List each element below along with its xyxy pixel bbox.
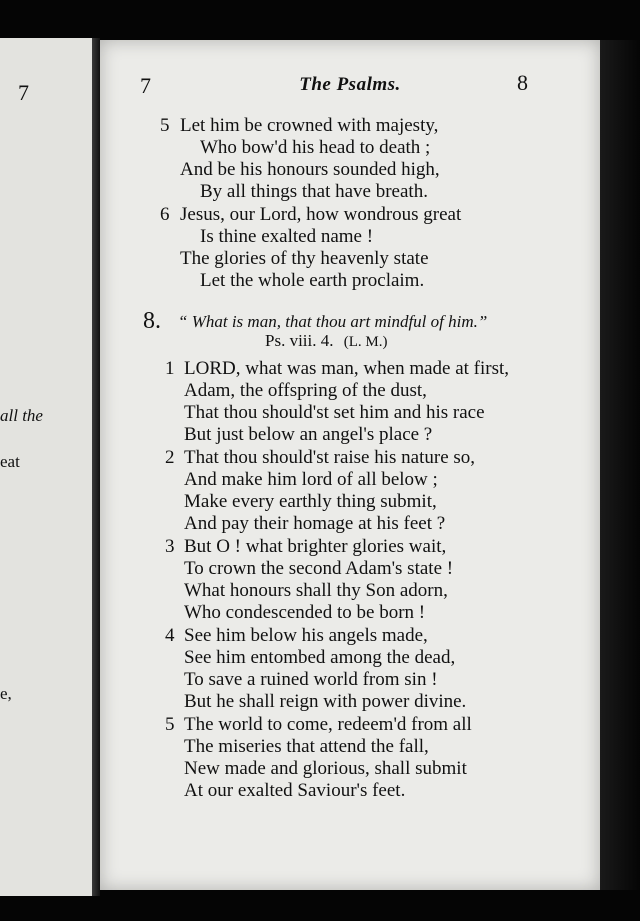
running-head-title: The Psalms.	[299, 74, 401, 95]
verse-line: Who condescended to be born !	[184, 602, 426, 623]
verse-number: 6	[160, 204, 170, 225]
scripture-reference: Ps. viii. 4.	[265, 331, 334, 350]
verse-line: By all things that have breath.	[200, 181, 428, 202]
verse-line: The miseries that attend the fall,	[184, 736, 429, 757]
verse-line: That thou should'st raise his nature so,	[184, 447, 476, 468]
verse-line: LORD, what was man, when made at first,	[184, 358, 510, 379]
verse-line: To save a ruined world from sin !	[184, 669, 438, 690]
verse-line: To crown the second Adam's state !	[184, 558, 454, 579]
verse-number: 4	[165, 625, 175, 646]
verse-number: 5	[165, 714, 175, 735]
page-number: 8	[517, 70, 528, 95]
verse-line: Is thine exalted name !	[200, 226, 374, 247]
book-edge	[600, 40, 640, 890]
hymn-epigraph: “ What is man, that thou art mindful of him.”	[178, 312, 488, 331]
verse-line: But he shall reign with power divine.	[184, 691, 467, 712]
verse-line: Let the whole earth proclaim.	[200, 270, 425, 291]
verse-line: See him entombed among the dead,	[184, 647, 456, 668]
verse-line: And make him lord of all below ;	[184, 469, 438, 490]
hymn-reference	[265, 331, 388, 351]
verse-line: Make every earthly thing submit,	[184, 491, 437, 512]
previous-page	[0, 38, 94, 896]
verse-number: 3	[165, 536, 175, 557]
verse-line: And pay their homage at his feet ?	[184, 513, 446, 534]
previous-page-number: 7	[18, 80, 29, 105]
verse-line: Jesus, our Lord, how wondrous great	[180, 204, 462, 225]
verse-line: What honours shall thy Son adorn,	[184, 580, 448, 601]
verse-line: New made and glorious, shall submit	[184, 758, 467, 779]
hymn-number: 8.	[143, 308, 161, 334]
previous-page-fragment: eat	[0, 452, 20, 471]
verse-line: Adam, the offspring of the dust,	[184, 380, 427, 401]
previous-page-fragment: all the	[0, 406, 43, 425]
verse-line: But just below an angel's place ?	[184, 424, 433, 445]
verse-line: But O ! what brighter glories wait,	[184, 536, 447, 557]
verse-line: See him below his angels made,	[184, 625, 428, 646]
running-head-number: 7	[140, 73, 151, 98]
book-page	[100, 40, 600, 890]
verse-line: Who bow'd his head to death ;	[200, 137, 431, 158]
previous-page-fragment: e,	[0, 684, 12, 703]
verse-line: The world to come, redeem'd from all	[184, 714, 472, 735]
verse-number: 2	[165, 447, 175, 468]
verse-number: 1	[165, 358, 175, 379]
book-gutter	[92, 38, 100, 896]
verse-line: Let him be crowned with majesty,	[180, 115, 439, 136]
verse-line: The glories of thy heavenly state	[180, 248, 429, 269]
verse-line: At our exalted Saviour's feet.	[184, 780, 406, 801]
verse-number: 5	[160, 115, 170, 136]
meter-label: (L. M.)	[343, 334, 388, 350]
verse-line: And be his honours sounded high,	[180, 159, 440, 180]
verse-line: That thou should'st set him and his race	[184, 402, 485, 423]
